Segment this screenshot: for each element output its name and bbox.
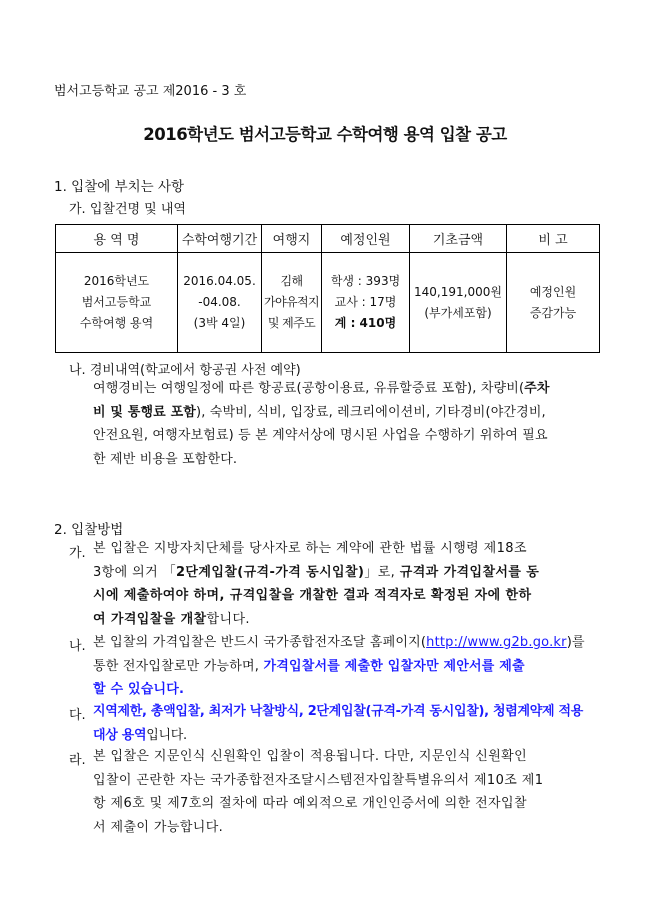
text-line: 여행경비는 여행일정에 따른 항공료(공항이용료, 유류할증료 포함), 차량비(주차 (93, 381, 550, 396)
cell-service-name (56, 253, 178, 353)
emphasis-text: 비 및 통행료 포함 (93, 404, 196, 420)
section2-heading: 2. 입찰방법 (54, 522, 124, 538)
cell-text: (부가세포함) (424, 305, 492, 320)
text-line: 지역제한, 총액입찰, 최저가 낙찰방식, 2단계입찰(규격-가격 동시입찰), 청렴계약제 적용 (93, 704, 584, 719)
expense-paragraph (93, 377, 550, 471)
cell-text: (3박 4일) (193, 316, 246, 330)
g2b-link[interactable]: http://www.g2b.go.kr (426, 635, 567, 650)
bid-details-table (55, 224, 600, 353)
text-line: 할 수 있습니다. (93, 682, 185, 698)
cell-text: 증감가능 (529, 305, 577, 320)
header-period: 수학여행기간 (178, 225, 262, 253)
text-line: 본 입찰은 지방자치단체를 당사자로 하는 계약에 관한 법률 시행령 제18조 (93, 541, 527, 556)
text-line: 대상 용역입니다. (93, 727, 187, 743)
cell-text: 수학여행 용역 (79, 316, 154, 330)
cell-base-amount (410, 253, 507, 353)
header-headcount: 예정인원 (322, 225, 410, 253)
section1-sub-b: 나. 경비내역(학교에서 항공권 사전 예약) (69, 363, 301, 378)
emphasis-text: 규격과 가격입찰서를 동 (399, 564, 540, 580)
section1-heading: 1. 입찰에 부치는 사항 (54, 179, 185, 195)
item-marker-ga: 가. (69, 546, 86, 561)
cell-text: 범서고등학교 (81, 295, 152, 309)
item-marker-ra: 라. (69, 753, 86, 768)
text-line: 통한 전자입찰로만 가능하며, 가격입찰서를 제출한 입찰자만 제안서를 제출 (93, 658, 525, 674)
cell-text: 2016학년도 (83, 274, 150, 288)
cell-remarks (507, 253, 600, 353)
text-line: 비 및 통행료 포함), 숙박비, 식비, 입장료, 레크리에이션비, 기타경비(야간경비, (93, 404, 546, 420)
text-line: 한 제반 비용을 포함한다. (93, 451, 238, 467)
text-line: 시에 제출하여야 하며, 규격입찰을 개찰한 결과 적격자로 확정된 자에 한하 (93, 588, 532, 604)
cell-text: 2016.04.05. (183, 274, 256, 288)
text-line: 3항에 의거 「2단계입찰(규격-가격 동시입찰)」로, 규격과 가격입찰서를 동 (93, 564, 540, 580)
table-row (56, 253, 600, 353)
emphasis-text: 주차 (524, 381, 550, 396)
text-line: 안전요원, 여행자보험료) 등 본 계약서상에 명시된 사업을 수행하기 위하여 필요 (93, 428, 548, 444)
cell-text: 140,191,000원 (414, 284, 502, 299)
cell-text: 가야유적지 (264, 295, 319, 309)
header-base-amount: 기초금액 (410, 225, 507, 253)
item-marker-da: 다. (69, 708, 86, 723)
cell-text-total: 계 : 410명 (334, 316, 397, 330)
header-destination: 여행지 (262, 225, 322, 253)
text-line: 본 입찰의 가격입찰은 반드시 국가종합전자조달 홈페이지(http://www.g2b.go.kr)를 (93, 635, 585, 650)
cell-text: 학생 : 393명 (330, 274, 401, 288)
header-remarks: 비 고 (507, 225, 600, 253)
text-line: 항 제6호 및 제7호의 절차에 따라 예외적으로 개인인증서에 의한 전자입찰 (93, 796, 527, 812)
notice-number: 범서고등학교 공고 제2016 - 3 호 (54, 84, 247, 99)
cell-text: 교사 : 17명 (334, 295, 397, 309)
emphasis-text: 여 가격입찰을 개찰 (93, 611, 207, 627)
header-service-name: 용 역 명 (56, 225, 178, 253)
item-ra-paragraph (93, 745, 543, 839)
table-header-row (56, 225, 600, 253)
cell-headcount (322, 253, 410, 353)
page-title: 2016학년도 범서고등학교 수학여행 용역 입찰 공고 (143, 125, 507, 144)
emphasis-blue-text: 가격입찰서를 제출한 입찰자만 제안서를 제출 (263, 658, 525, 674)
item-da-paragraph (93, 700, 583, 747)
text-line: 서 제출이 가능합니다. (93, 819, 224, 835)
cell-text: 예정인원 (529, 284, 577, 299)
cell-text: 및 제주도 (267, 316, 316, 330)
cell-destination (262, 253, 322, 353)
item-na-paragraph (93, 631, 585, 702)
section1-sub-a: 가. 입찰건명 및 내역 (69, 202, 186, 217)
emphasis-text: 2단계입찰(규격-가격 동시입찰) (175, 564, 365, 580)
cell-period (178, 253, 262, 353)
text-line: 본 입찰은 지문인식 신원확인 입찰이 적용됩니다. 다만, 지문인식 신원확인 (93, 749, 528, 764)
item-marker-na: 나. (69, 639, 86, 654)
item-ga-paragraph (93, 537, 539, 631)
text-line: 여 가격입찰을 개찰합니다. (93, 611, 250, 627)
cell-text: 김해 (280, 274, 303, 288)
emphasis-blue-text: 대상 용역 (93, 727, 147, 743)
text-line: 입찰이 곤란한 자는 국가종합전자조달시스템전자입찰특별유의서 제10조 제1 (93, 772, 544, 788)
cell-text: -04.08. (198, 295, 241, 309)
